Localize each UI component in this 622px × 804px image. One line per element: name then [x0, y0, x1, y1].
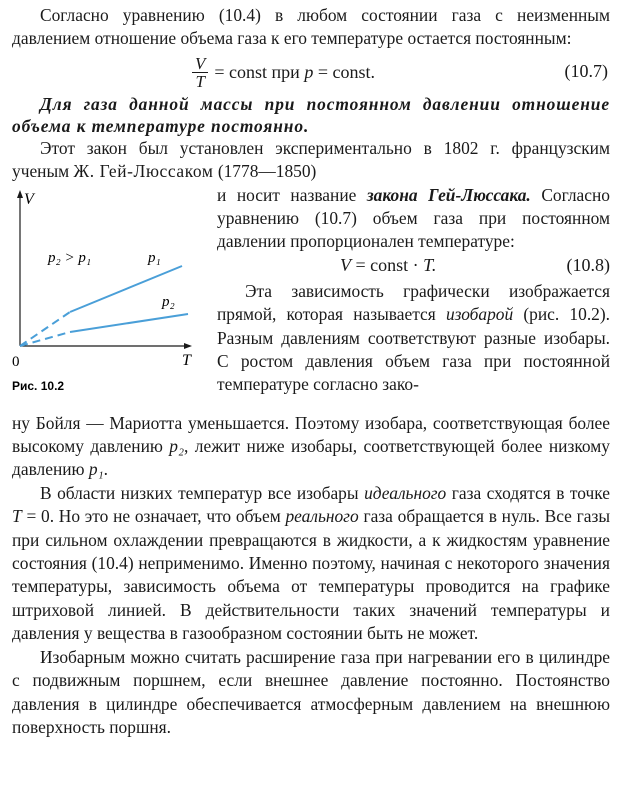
formula-10-8 — [217, 254, 610, 280]
history-text: Этот закон был установлен экспериментально в 1802 г. французским ученым — [12, 137, 610, 182]
intro-paragraph: Согласно уравнению (10.4) в любом состоянии газа с неизменным давлением отношение объема газа к его температуре остается постоянным: — [12, 5, 610, 49]
formula2-number: (10.8) — [566, 254, 610, 275]
formula2-text: = const · — [355, 254, 419, 275]
fraction-numerator: V — [192, 55, 208, 73]
isobar-p1-dashed — [20, 312, 70, 346]
ideal-term: идеального — [364, 482, 447, 503]
piston-paragraph: Изобарным можно считать расширение газа при нагревании его в цилиндре с подвижным поршнем, если внешнее давление постоянно. Постоянство давления в цилиндре обеспечивается атмосферным давлением на внешнюю поверхность поршня. — [12, 646, 610, 737]
label-p2: p₂ — [162, 293, 175, 310]
formula2-v: V — [340, 254, 351, 275]
scientist-years: (1778—1850) — [217, 161, 317, 182]
scientist-name: Ж. Гей-Люссаком — [73, 161, 214, 182]
origin-label: 0 — [12, 353, 20, 370]
page — [12, 4, 610, 739]
lowtemp-a: В области низких температур все изобары — [40, 482, 359, 503]
y-axis-arrow — [17, 190, 23, 198]
fraction-v-over-t — [192, 55, 208, 90]
lowtemp-b: газа сходятся в точке — [451, 482, 610, 503]
label-p1: p₁ — [148, 249, 161, 266]
law-statement: Для газа данной массы при постоянном давлении отношение объема к температуре постоянно. — [12, 93, 610, 136]
isobar-p2-dashed — [20, 332, 70, 346]
axis-label-t: T — [182, 351, 191, 369]
boyle-text-c: . — [103, 459, 109, 480]
isobar-lead: Эта зависимость графически изображается прямой, которая называется — [217, 280, 610, 325]
low-temperature-paragraph — [12, 482, 610, 646]
real-term: реального — [285, 506, 359, 527]
isobar-term: изобарой — [445, 304, 514, 325]
isobar-paragraph — [217, 280, 610, 397]
figure-caption: Рис. 10.2 — [12, 378, 65, 393]
boyle-text-b: , лежит ниже изобары, соответствующей более низкому давлению — [12, 436, 610, 480]
lowtemp-d: газа обращается в нуль. Все газы при сильном охлаждении превращаются в жидкости, а к жидкостям уравнение состояния (10.4) неприменимо. Именно поэтому, начиная с некоторого значения температуры, зависимость объема от температуры проводится на графике штриховой линией. В действительности таких значений температуры и давления у вещества в газообразном состоянии быть не может. — [12, 506, 611, 644]
pressure-relation: p₂ > p₁ — [48, 249, 92, 266]
p2-symbol: p₂ — [169, 436, 185, 457]
right-column — [217, 184, 610, 397]
formula-number: (10.7) — [564, 60, 608, 81]
isobar-figure — [12, 184, 212, 412]
boyle-paragraph — [12, 412, 610, 482]
isobar-rest: (рис. 10.2). Разным давлениям соответствуют разные изобары. С ростом давления объем газа при постоянной температуре согласно зако- — [217, 304, 611, 395]
formula-tail: = const. — [317, 61, 375, 82]
x-axis-arrow — [184, 343, 192, 349]
formula2-t: T. — [423, 254, 437, 275]
figure-block — [12, 184, 610, 412]
law-name-lead: и носит название — [217, 184, 357, 205]
formula-10-7 — [12, 51, 610, 91]
history-paragraph — [12, 137, 610, 184]
fraction-denominator: T — [195, 71, 205, 91]
law-name: закона Гей-Люссака. — [366, 184, 531, 205]
p1-symbol: p₁ — [88, 459, 104, 480]
isobar-p2 — [70, 314, 188, 332]
formula-p: p — [304, 61, 314, 82]
t-symbol: T — [12, 506, 22, 527]
lowtemp-c: = 0. Но это не означает, что объем — [26, 506, 281, 527]
boyle-text-a: ну Бойля — Мариотта уменьшается. Поэтому изобара, соответствующая более высокому давлению — [12, 412, 610, 457]
axis-label-v: V — [24, 190, 34, 208]
law-name-paragraph — [217, 184, 610, 254]
law-name-rest: Согласно уравнению (10.7) объем газа при постоянном давлении пропорционален температуре: — [217, 184, 610, 252]
formula-text: = const при — [214, 61, 300, 82]
